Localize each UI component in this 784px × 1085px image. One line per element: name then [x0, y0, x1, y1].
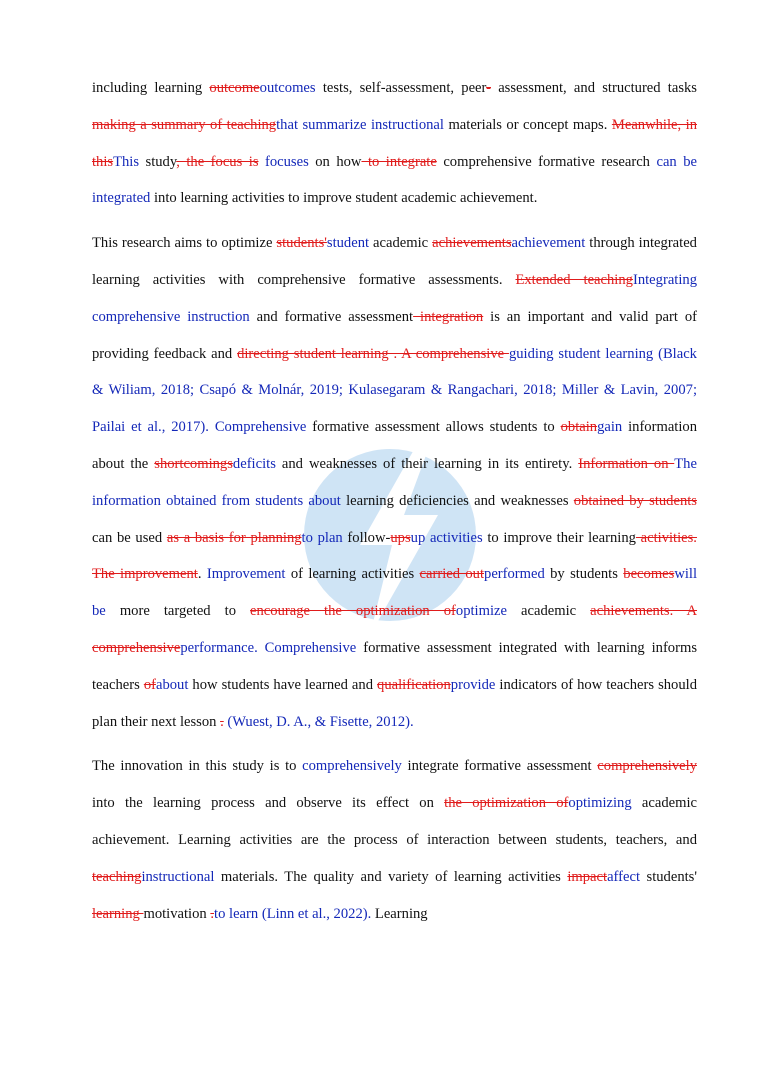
- deleted-text: Meanwhile, in this: [92, 116, 697, 170]
- deleted-text: as a basis for planning: [166, 529, 302, 546]
- inserted-text: up activities: [410, 529, 483, 546]
- text-run: follow-: [342, 529, 391, 546]
- inserted-text: to plan: [301, 529, 343, 546]
- deleted-text: Extended teaching: [515, 271, 633, 288]
- deleted-text: of: [143, 676, 156, 693]
- inserted-text: will be: [92, 566, 698, 620]
- text-run: materials or concept maps.: [443, 116, 612, 133]
- deleted-text: .: [220, 713, 224, 730]
- inserted-text: optimizing: [568, 795, 632, 812]
- deleted-text: Information on: [578, 455, 675, 472]
- paragraph: [92, 225, 697, 740]
- inserted-text: Integrating comprehensive instruction: [92, 271, 697, 325]
- text-run: integrate formative assessment: [401, 758, 598, 775]
- deleted-text: achievements. A comprehensive: [92, 603, 698, 656]
- text-run: Learning: [371, 905, 428, 922]
- text-run: study: [139, 153, 177, 170]
- text-run: tests, self-assessment, peer: [315, 80, 487, 96]
- text-run: of learning activities: [285, 566, 420, 583]
- text-run: indicators of how teachers should plan their next lesson: [92, 676, 697, 730]
- text-run: into learning activities to improve student academic achievement.: [150, 190, 538, 207]
- deleted-text: obtain: [560, 419, 598, 436]
- text-run: .: [197, 566, 207, 583]
- inserted-text: comprehensively: [302, 758, 402, 775]
- inserted-text: optimize: [455, 603, 507, 620]
- deleted-text: encourage the optimization of: [250, 603, 456, 620]
- text-run: including learning: [92, 80, 210, 96]
- text-run: assessment, and structured tasks: [490, 80, 697, 96]
- text-run: by students: [544, 566, 624, 583]
- inserted-text: outcomes: [259, 80, 316, 96]
- deleted-text: teaching: [92, 868, 142, 885]
- inserted-text: achievement: [511, 235, 586, 252]
- deleted-text: qualification: [377, 676, 451, 693]
- text-run: formative assessment integrated with learning informs teachers: [92, 639, 697, 693]
- deleted-text: integration: [413, 308, 484, 325]
- text-run: on how: [308, 153, 362, 170]
- text-run: learning deficiencies and weaknesses: [340, 492, 574, 509]
- deleted-text: to integrate: [361, 153, 437, 170]
- text-run: more targeted to: [105, 603, 251, 620]
- deleted-text: activities. The improvement: [92, 529, 697, 583]
- text-run: into the learning process and observe its effect on: [92, 795, 445, 812]
- inserted-text: provide: [450, 676, 496, 693]
- deleted-text: -: [486, 80, 491, 96]
- deleted-text: ups: [390, 529, 411, 546]
- inserted-text: performed: [484, 566, 545, 583]
- inserted-text: affect: [607, 868, 641, 885]
- inserted-text: performance. Comprehensive: [180, 639, 357, 656]
- paragraph: [92, 748, 697, 932]
- deleted-text: directing student learning . A comprehensive: [237, 345, 509, 362]
- text-run: and formative assessment: [249, 308, 414, 325]
- inserted-text: instructional: [141, 868, 215, 885]
- inserted-text: guiding student learning (Black & Wiliam, 2018; Csapó & Molnár, 2019; Kulasegaram & Rangachari, 2018; Miller & Lavin, 2007; Pailai et al., 2017). Comprehensive: [92, 345, 697, 436]
- inserted-text: about: [155, 676, 189, 693]
- text-run: This research aims to optimize: [92, 235, 277, 252]
- inserted-text: This: [113, 153, 140, 170]
- text-run: academic: [506, 603, 591, 620]
- text-run: through integrated learning activities with comprehensive formative assessments.: [92, 235, 697, 288]
- deleted-text: students': [276, 235, 327, 252]
- inserted-text: gain: [597, 419, 623, 436]
- text-run: how students have learned and: [188, 676, 378, 693]
- deleted-text: outcome: [209, 80, 260, 96]
- deleted-text: comprehensively: [597, 758, 697, 775]
- deleted-text: making a summary of teaching: [92, 116, 277, 133]
- inserted-text: to learn (Linn et al., 2022).: [214, 905, 372, 922]
- deleted-text: impact: [567, 868, 608, 885]
- text-run: information about the: [92, 419, 698, 472]
- inserted-text: deficits: [232, 455, 276, 472]
- deleted-text: obtained by students: [573, 492, 697, 509]
- deleted-text: .: [210, 905, 215, 922]
- deleted-text: learning: [92, 905, 144, 922]
- text-run: motivation: [143, 905, 211, 922]
- text-run: academic: [369, 235, 433, 252]
- deleted-text: shortcomings: [154, 455, 233, 472]
- text-run: materials. The quality and variety of learning activities: [214, 868, 568, 885]
- text-run: formative assessment allows students to: [306, 419, 561, 436]
- deleted-text: carried out: [419, 566, 485, 583]
- deleted-text: the optimization of: [444, 795, 569, 812]
- inserted-text: that summarize instructional: [276, 116, 444, 133]
- inserted-text: (Wuest, D. A., & Fisette, 2012).: [223, 713, 414, 730]
- text-run: academic achievement. Learning activities are the process of interaction between students, teachers, and: [92, 795, 697, 848]
- inserted-text: The information obtained from students about: [92, 455, 697, 509]
- inserted-text: Improvement: [206, 566, 286, 583]
- inserted-text: focuses: [264, 153, 309, 170]
- deleted-text: becomes: [623, 566, 675, 583]
- inserted-text: student: [326, 235, 370, 252]
- inserted-text: can be integrated: [92, 153, 697, 207]
- text-run: The innovation in this study is to: [92, 758, 303, 775]
- text-run: and weaknesses of their learning in its entirety.: [275, 455, 579, 472]
- text-run: to improve their learning: [482, 529, 636, 546]
- deleted-text: achievements: [432, 235, 512, 252]
- text-run: is an important and valid part of providing feedback and: [92, 308, 697, 362]
- paragraph: [92, 70, 697, 217]
- text-run: can be used: [92, 529, 167, 546]
- text-run: comprehensive formative research: [436, 153, 657, 170]
- deleted-text: , the focus is: [176, 153, 259, 170]
- document-body: [92, 70, 697, 940]
- text-run: students': [640, 868, 697, 885]
